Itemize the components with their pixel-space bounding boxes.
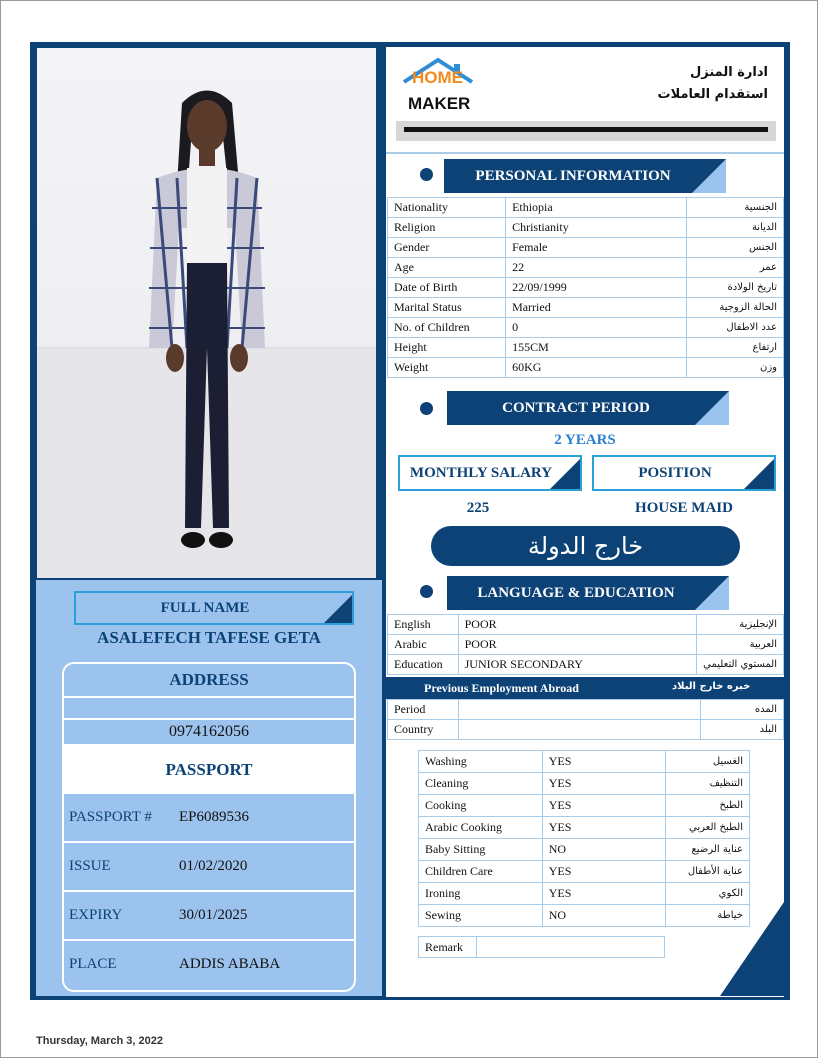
row-value: Married <box>506 298 687 318</box>
full-name-label: FULL NAME <box>160 599 250 616</box>
row-label: Date of Birth <box>388 278 506 298</box>
passport-number-label: PASSPORT # <box>69 809 152 825</box>
row-value: Ethiopia <box>506 198 687 218</box>
monthly-salary-box <box>398 455 582 491</box>
row-label-arabic: الطبخ <box>666 795 750 817</box>
personal-info-table <box>387 197 784 378</box>
row-value: NO <box>542 905 666 927</box>
previous-employment-title-ar: خبره خارج البلاد <box>672 681 751 692</box>
issue-value: 01/02/2020 <box>179 858 248 874</box>
row-label: No. of Children <box>388 318 506 338</box>
table-row <box>419 839 750 861</box>
row-label: Period <box>388 700 459 720</box>
row-label: Sewing <box>419 905 543 927</box>
row-value: YES <box>542 883 666 905</box>
table-row <box>419 751 750 773</box>
footer-date: Thursday, March 3, 2022 <box>36 1035 163 1047</box>
passport-label: PASSPORT <box>64 746 354 794</box>
remark-table <box>418 936 665 958</box>
previous-employment-header <box>386 677 784 699</box>
contract-period-value: 2 YEARS <box>554 431 616 448</box>
row-label-arabic: وزن <box>686 358 783 378</box>
row-label: Baby Sitting <box>419 839 543 861</box>
contract-section-dot <box>420 402 433 415</box>
row-value: 0 <box>506 318 687 338</box>
full-name-label-box <box>74 591 354 625</box>
issue-label: ISSUE <box>69 858 111 874</box>
row-label-arabic: الكوي <box>666 883 750 905</box>
position-value: HOUSE MAID <box>635 499 733 516</box>
language-table <box>387 614 784 675</box>
table-row <box>388 318 784 338</box>
row-label: Education <box>388 655 459 675</box>
row-label-arabic: التنظيف <box>666 773 750 795</box>
table-row <box>388 720 784 740</box>
row-label-arabic: عمر <box>686 258 783 278</box>
candidate-photo <box>37 48 376 578</box>
table-row <box>388 298 784 318</box>
row-label: Arabic Cooking <box>419 817 543 839</box>
arabic-header-line2: استقدام العاملات <box>657 87 768 102</box>
row-label-arabic: العربية <box>697 635 784 655</box>
header-divider <box>396 121 776 141</box>
language-education-banner <box>447 576 729 610</box>
row-label-arabic: ارتفاع <box>686 338 783 358</box>
row-label-arabic: عدد الاطفال <box>686 318 783 338</box>
row-label-arabic: المده <box>701 700 784 720</box>
row-value: Female <box>506 238 687 258</box>
row-label-arabic: الغسيل <box>666 751 750 773</box>
remark-label: Remark <box>419 937 477 958</box>
remark-value <box>477 937 665 958</box>
position-label: POSITION <box>638 464 712 481</box>
full-name-value: ASALEFECH TAFESE GETA <box>97 628 321 647</box>
language-section-dot <box>420 585 433 598</box>
row-value: NO <box>542 839 666 861</box>
row-label: Children Care <box>419 861 543 883</box>
place-label: PLACE <box>69 956 117 972</box>
row-value <box>458 720 700 740</box>
personal-info-title: PERSONAL INFORMATION <box>475 167 671 184</box>
passport-row <box>64 794 354 843</box>
table-row <box>388 358 784 378</box>
row-label: Arabic <box>388 635 459 655</box>
passport-row <box>64 892 354 941</box>
row-label: Cooking <box>419 795 543 817</box>
phone-number: 0974162056 <box>64 720 354 746</box>
table-row <box>419 861 750 883</box>
contract-period-title: CONTRACT PERIOD <box>502 399 650 416</box>
row-label: Age <box>388 258 506 278</box>
arabic-header-line1: ادارة المنزل <box>690 65 768 80</box>
passport-number-value: EP6089536 <box>179 809 250 825</box>
address-label: ADDRESS <box>64 664 354 698</box>
table-row <box>419 883 750 905</box>
row-value: POOR <box>458 635 697 655</box>
table-row <box>419 817 750 839</box>
row-label-arabic: الجنسية <box>686 198 783 218</box>
personal-section-dot <box>420 168 433 181</box>
row-value: YES <box>542 817 666 839</box>
table-row <box>388 218 784 238</box>
passport-row <box>64 941 354 988</box>
row-label-arabic: تاريخ الولادة <box>686 278 783 298</box>
row-label: Weight <box>388 358 506 378</box>
salary-value: 225 <box>466 499 490 516</box>
table-row <box>388 700 784 720</box>
row-value: 60KG <box>506 358 687 378</box>
row-label-arabic: الطبخ العربي <box>666 817 750 839</box>
table-row <box>388 338 784 358</box>
position-box <box>592 455 776 491</box>
row-label-arabic: الديانة <box>686 218 783 238</box>
row-value: YES <box>542 751 666 773</box>
home-maker-logo <box>398 56 478 118</box>
row-label: Cleaning <box>419 773 543 795</box>
row-label-arabic: عناية الأطفال <box>666 861 750 883</box>
table-row <box>419 773 750 795</box>
employment-table <box>387 699 784 740</box>
table-row <box>388 278 784 298</box>
address-blank-row <box>64 698 354 720</box>
skills-table <box>418 750 750 927</box>
address-passport-box <box>62 662 356 992</box>
row-label-arabic: الجنس <box>686 238 783 258</box>
place-value: ADDIS ABABA <box>179 956 281 972</box>
row-label-arabic: المستوي التعليمي <box>697 655 784 675</box>
row-value: Christianity <box>506 218 687 238</box>
row-label: Marital Status <box>388 298 506 318</box>
table-row <box>419 905 750 927</box>
row-label-arabic: الحالة الزوجية <box>686 298 783 318</box>
previous-employment-title: Previous Employment Abroad <box>424 681 579 695</box>
row-label-arabic: البلد <box>701 720 784 740</box>
row-label-arabic: خياطة <box>666 905 750 927</box>
row-value: POOR <box>458 615 697 635</box>
row-value: JUNIOR SECONDARY <box>458 655 697 675</box>
row-label: Height <box>388 338 506 358</box>
corner-decoration <box>720 902 784 996</box>
row-label-arabic: عناية الرضيع <box>666 839 750 861</box>
monthly-salary-label: MONTHLY SALARY <box>409 464 553 481</box>
row-label-arabic: الإنجليزية <box>697 615 784 635</box>
arabic-header <box>640 62 768 106</box>
row-label: Ironing <box>419 883 543 905</box>
table-row <box>388 615 784 635</box>
passport-row <box>64 843 354 892</box>
logo-maker-text: MAKER <box>408 94 471 113</box>
table-row <box>388 198 784 218</box>
row-value: YES <box>542 773 666 795</box>
row-value <box>458 700 700 720</box>
row-label: Nationality <box>388 198 506 218</box>
row-label: Washing <box>419 751 543 773</box>
expiry-value: 30/01/2025 <box>179 907 248 923</box>
contract-period-banner <box>447 391 729 425</box>
expiry-label: EXPIRY <box>69 907 123 923</box>
row-label: Religion <box>388 218 506 238</box>
table-row <box>388 258 784 278</box>
language-education-title: LANGUAGE & EDUCATION <box>477 584 675 601</box>
row-label: Country <box>388 720 459 740</box>
row-value: YES <box>542 861 666 883</box>
row-label: Gender <box>388 238 506 258</box>
table-row <box>388 635 784 655</box>
personal-info-banner <box>444 159 726 193</box>
row-value: YES <box>542 795 666 817</box>
abroad-badge: خارج الدولة <box>431 526 740 566</box>
logo-home-text: HOME <box>412 68 463 87</box>
row-value: 22/09/1999 <box>506 278 687 298</box>
table-row <box>388 238 784 258</box>
table-row <box>419 795 750 817</box>
row-value: 22 <box>506 258 687 278</box>
table-row <box>388 655 784 675</box>
header-line <box>386 152 784 154</box>
row-value: 155CM <box>506 338 687 358</box>
row-label: English <box>388 615 459 635</box>
